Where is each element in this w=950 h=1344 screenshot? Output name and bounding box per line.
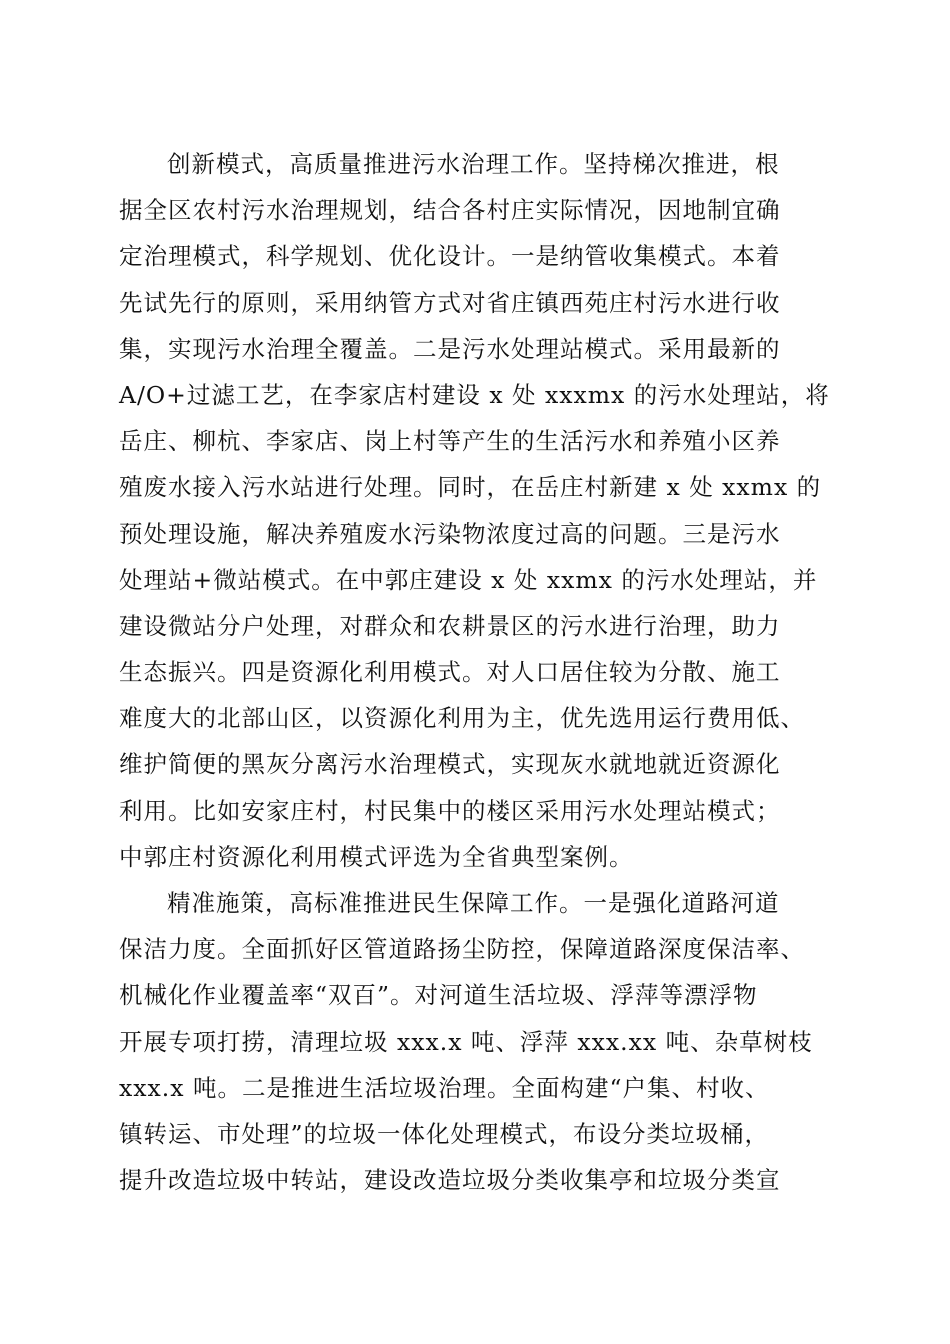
text-line: 维护简便的黑灰分离污水治理模式，实现灰水就地就近资源化 [119,750,781,779]
text-line: 先试先行的原则，采用纳管方式对省庄镇西苑庄村污水进行收 [119,288,781,317]
text-line: 提升改造垃圾中转站，建设改造垃圾分类收集亭和垃圾分类宣 [119,1166,781,1195]
text-line: 岳庄、柳杭、李家店、岗上村等产生的生活污水和养殖小区养 [119,427,781,456]
document-body [119,141,831,1203]
text-line: 生态振兴。四是资源化利用模式。对人口居住较为分散、施工 [119,658,781,687]
text-line: 开展专项打捞，清理垃圾 xxx.x 吨、浮萍 xxx.xx 吨、杂草树枝 [119,1027,813,1056]
text-line: xxx.x 吨。二是推进生活垃圾治理。全面构建“户集、村收、 [119,1073,770,1102]
text-line: 预处理设施，解决养殖废水污染物浓度过高的问题。三是污水 [119,519,781,548]
text-line: 利用。比如安家庄村，村民集中的楼区采用污水处理站模式； [119,796,781,825]
paragraph-sewage-treatment [119,141,831,880]
text-line: 集，实现污水治理全覆盖。二是污水处理站模式。采用最新的 [119,334,781,363]
text-line: A/O+过滤工艺，在李家店村建设 x 处 xxxmx 的污水处理站，将 [119,380,830,409]
paragraph-livelihood-security [119,880,831,1203]
text-line: 难度大的北部山区，以资源化利用为主，优先选用运行费用低、 [119,704,805,733]
text-line: 镇转运、市处理”的垃圾一体化处理模式，布设分类垃圾桶， [119,1119,770,1148]
text-line: 保洁力度。全面抓好区管道路扬尘防控，保障道路深度保洁率、 [119,935,805,964]
text-line: 建设微站分户处理，对群众和农耕景区的污水进行治理，助力 [119,611,781,640]
text-line: 精准施策，高标准推进民生保障工作。一是强化道路河道 [167,889,780,917]
text-line: 处理站+微站模式。在中郭庄建设 x 处 xxmx 的污水处理站，并 [119,565,818,594]
text-line: 殖废水接入污水站进行处理。同时，在岳庄村新建 x 处 xxmx 的 [119,473,822,502]
text-line: 定治理模式，科学规划、优化设计。一是纳管收集模式。本着 [119,242,781,271]
text-line: 据全区农村污水治理规划，结合各村庄实际情况，因地制宜确 [119,196,781,225]
text-line: 中郭庄村资源化利用模式评选为全省典型案例。 [119,842,634,871]
text-line: 创新模式，高质量推进污水治理工作。坚持梯次推进，根 [167,150,780,178]
text-line: 机械化作业覆盖率“双百”。对河道生活垃圾、浮萍等漂浮物 [119,981,758,1010]
